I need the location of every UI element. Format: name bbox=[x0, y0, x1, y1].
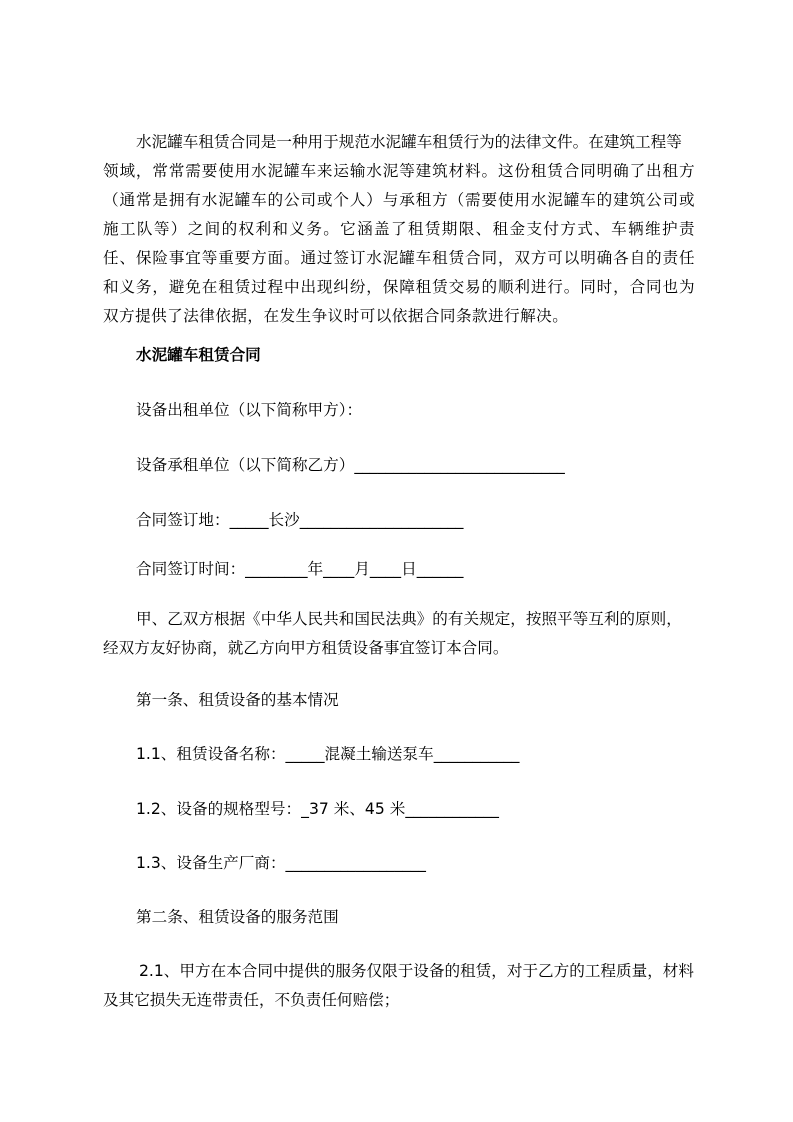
intro-body: 领域，常常需要使用水泥罐车来运输水泥等建筑材料。这份租赁合同明确了出租方（通常是拥有水泥罐车的公司或个人）与承租方（需要使用水泥罐车的建筑公司或施工队等）之间的权利和义务。它涵盖了租赁期限、租金支付方式、车辆维护责任、保险事宜等重要方面。通过签订水泥罐车租赁合同，双方可以明确各自的责任和义务，避免在租赁过程中出现纠纷，保障租赁交易的顺利进行。同时，合同也为双方提供了法律依据，在发生争议时可以依据合同条款进行解决。 bbox=[103, 162, 695, 325]
signing-date-line: 合同签订时间：________年____月____日______ bbox=[136, 560, 464, 578]
preamble-line-1: 甲、乙双方根据《中华人民共和国民法典》的有关规定，按照平等互利的原则， bbox=[136, 610, 682, 628]
article-2-heading: 第二条、租赁设备的服务范围 bbox=[136, 908, 339, 926]
contract-title: 水泥罐车租赁合同 bbox=[136, 346, 261, 364]
lessee-line: 设备承租单位（以下简称乙方）___________________________ bbox=[136, 456, 565, 474]
intro-first-line: 水泥罐车租赁合同是一种用于规范水泥罐车租赁行为的法律文件。在建筑工程等 bbox=[136, 133, 682, 151]
article-1-item-2: 1.2、设备的规格型号：_37 米、45 米____________ bbox=[136, 800, 499, 818]
signing-place-line: 合同签订地：_____长沙_____________________ bbox=[136, 511, 464, 529]
article-2-item-1-line-1: 2.1、甲方在本合同中提供的服务仅限于设备的租赁，对于乙方的工程质量，材料 bbox=[139, 962, 694, 980]
article-1-heading: 第一条、租赁设备的基本情况 bbox=[136, 691, 339, 709]
article-1-item-3: 1.3、设备生产厂商：__________________ bbox=[136, 854, 426, 872]
preamble-line-2: 经双方友好协商，就乙方向甲方租赁设备事宜签订本合同。 bbox=[103, 639, 509, 657]
article-1-item-1: 1.1、租赁设备名称：_____混凝土输送泵车___________ bbox=[136, 745, 520, 763]
lessor-line: 设备出租单位（以下简称甲方）： bbox=[136, 401, 363, 419]
article-2-item-1-line-2: 及其它损失无连带责任，不负责任何赔偿； bbox=[103, 991, 400, 1009]
